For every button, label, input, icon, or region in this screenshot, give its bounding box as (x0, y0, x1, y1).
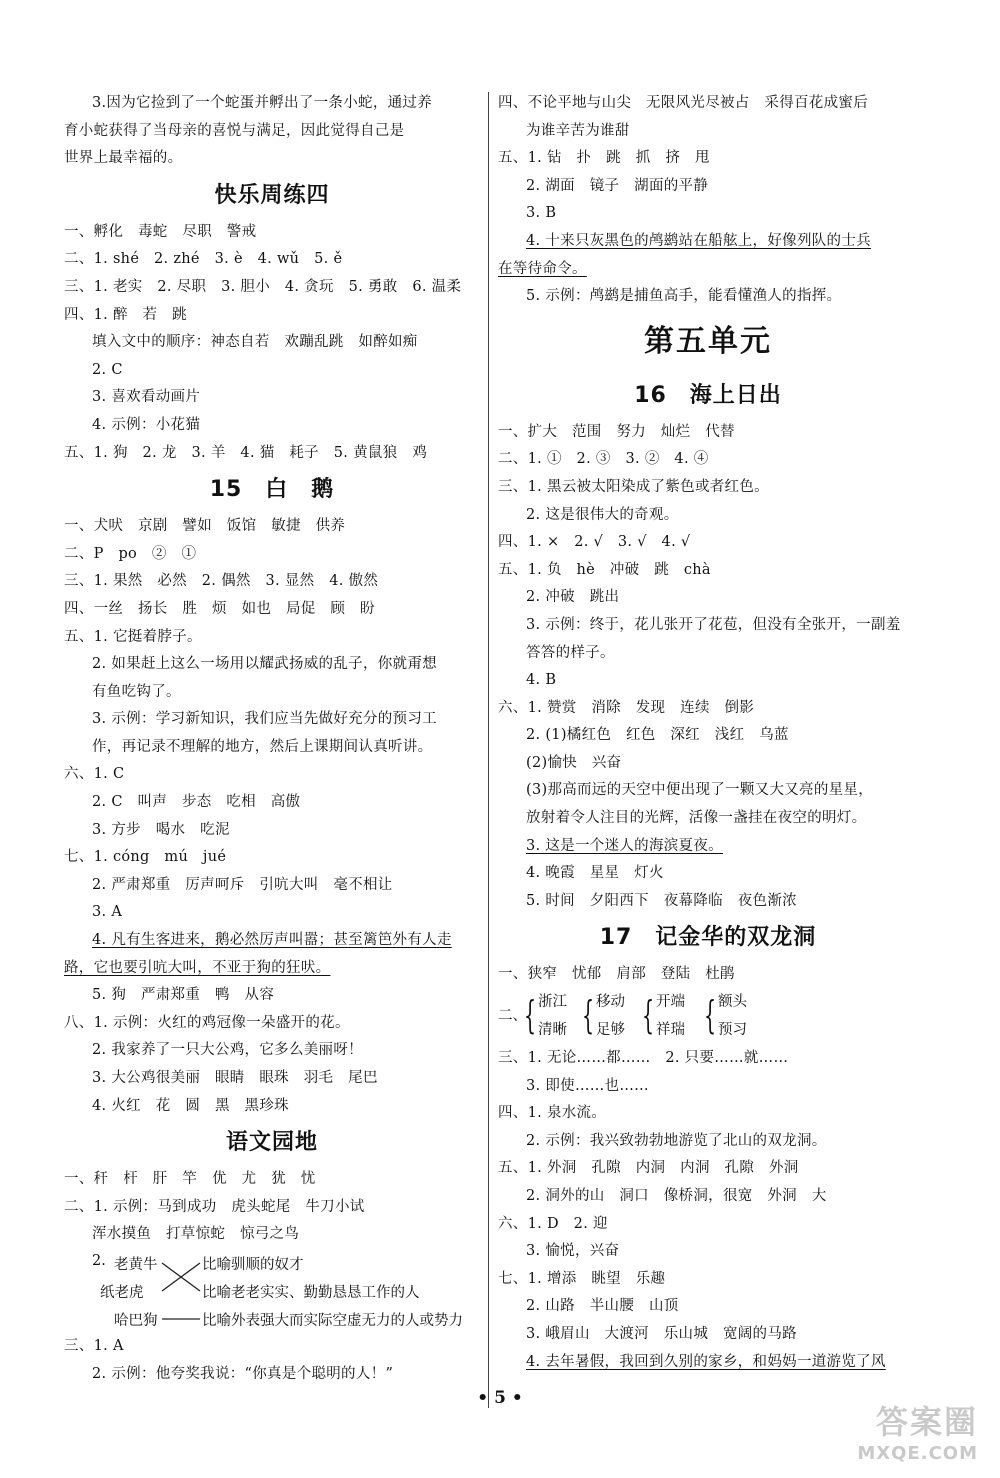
text-line: 作，再记录不理解的地方，然后上课期间认真听讲。 (92, 738, 433, 755)
text-line: 五、1. 负 hè 冲破 跳 chà (498, 561, 711, 578)
watermark-logo (857, 1397, 978, 1464)
bracket-word: 预习 (718, 1022, 747, 1039)
text-line: 2. 这是很伟大的奇观。 (526, 506, 679, 523)
section-title-weekly-practice: 快乐周练四 (214, 182, 330, 208)
text-line-underlined: 在等待命令。 (498, 260, 587, 277)
text-line: 一、狭窄 忧郁 肩部 登陆 杜鹃 (498, 966, 735, 983)
text-line: 2. 我家养了一只大公鸡，它多么美丽呀！ (92, 1042, 363, 1059)
watermark-text: 答案圈 (875, 1403, 978, 1441)
match-left-item: 纸老虎 (100, 1284, 144, 1301)
text-line: 三、1. A (64, 1337, 124, 1354)
bracket-word: 额头 (718, 994, 747, 1011)
text-line: 一、犬吠 京剧 譬如 饭馆 敏捷 供养 (64, 518, 346, 535)
right-column (498, 90, 918, 1376)
text-line: 5. 狗 严肃郑重 鸭 从容 (92, 987, 275, 1004)
bracket-word: 祥瑞 (656, 1022, 685, 1039)
text-line: 一、孵化 毒蛇 尽职 警戒 (64, 223, 257, 240)
section-title-lesson-17: 17 记金华的双龙洞 (599, 925, 817, 951)
match-left-item: 哈巴狗 (114, 1312, 158, 1329)
text-line: 六、1. D 2. 迎 (498, 1215, 608, 1232)
brace-icon: { (582, 993, 595, 1038)
text-line: 五、1. 外洞 孔隙 内洞 内洞 孔隙 外洞 (498, 1160, 799, 1177)
match-right-item: 比喻驯顺的奴才 (202, 1256, 304, 1273)
match-right-item: 比喻老老实实、勤勤恳恳工作的人 (202, 1284, 420, 1301)
text-line: 2. 示例：他夸奖我说：“你真是个聪明的人！” (92, 1365, 394, 1382)
lesson-15-answers (64, 513, 480, 1120)
text-line: 4. 火红 花 圆 黑 黑珍珠 (92, 1097, 289, 1114)
bracket-word: 足够 (596, 1022, 625, 1039)
text-line: 二、1. shé 2. zhé 3. è 4. wǔ 5. ě (64, 251, 343, 268)
text-line: 3. 峨眉山 大渡河 乐山城 宽阔的马路 (526, 1325, 797, 1342)
text-line: 二、1. ① 2. ③ 3. ② 4. ④ (498, 451, 709, 468)
text-line: 二、1. 示例：马到成功 虎头蛇尾 牛刀小试 (64, 1198, 365, 1215)
text-line: 为谁辛苦为谁甜 (526, 122, 630, 139)
text-line-underlined: 4. 十来只灰黑色的鸬鹚站在船舷上，好像列队的士兵 (526, 232, 871, 249)
text-line: 2. C (92, 361, 123, 378)
text-line: 4. 示例：小花猫 (92, 416, 201, 433)
text-line: 2. 示例：我兴致勃勃地游览了北山的双龙洞。 (526, 1132, 827, 1149)
matching-exercise (64, 1249, 480, 1333)
text-line-underlined: 4. 去年暑假，我回到久别的家乡，和妈妈一道游览了风 (526, 1353, 886, 1370)
text-line: 四、一丝 扬长 胜 烦 如也 局促 顾 盼 (64, 600, 375, 617)
text-line: 3.因为它捡到了一个蛇蛋并孵出了一条小蛇，通过养 (92, 95, 433, 111)
text-line-underlined: 3. 这是一个迷人的海滨夏夜。 (526, 837, 723, 854)
text-line: 2. 如果赶上这么一场用以耀武扬威的乱子，你就甭想 (92, 656, 437, 673)
intro-block (64, 90, 480, 173)
text-line: 二、P po ② ① (64, 545, 197, 562)
text-line: 四、1. × 2. √ 3. √ 4. √ (498, 534, 691, 551)
text-line: 5. 时间 夕阳西下 夜幕降临 夜色渐浓 (526, 892, 797, 909)
brace-icon: { (704, 993, 717, 1038)
text-line: 五、1. 它挺着脖子。 (64, 628, 202, 645)
text-line: 2. 湖面 镜子 湖面的平静 (526, 177, 709, 194)
text-line: 五、1. 狗 2. 龙 3. 羊 4. 猫 耗子 5. 黄鼠狼 鸡 (64, 444, 428, 461)
text-line: 3. 愉悦，兴奋 (526, 1243, 620, 1260)
column-divider (488, 92, 489, 1408)
bracket-exercise (498, 989, 918, 1045)
text-line: 四、不论平地与山尖 无限风光尽被占 采得百花成蜜后 (498, 95, 868, 111)
bracket-label: 二、 (498, 1008, 527, 1025)
text-line: (3)那高而远的天空中便出现了一颗又大又亮的星星， (526, 782, 874, 799)
text-line: 有鱼吃钩了。 (92, 683, 181, 700)
text-line-underlined: 路，它也要引吭大叫，不亚于狗的狂吠。 (64, 959, 331, 976)
text-line: 世界上最幸福的。 (64, 150, 183, 167)
text-line: 七、1. 增添 眺望 乐趣 (498, 1270, 666, 1287)
text-line: 3. 即使……也…… (526, 1077, 649, 1094)
match-left-item: 老黄牛 (114, 1256, 158, 1273)
text-line: 一、扩大 范围 努力 灿烂 代替 (498, 423, 735, 440)
text-line: 3. 示例：终于，花儿张开了花苞，但没有全张开，一副羞 (526, 616, 901, 633)
text-line: 放射着令人注目的光辉，活像一盏挂在夜空的明灯。 (526, 810, 867, 827)
text-line: 四、1. 醉 若 跳 (64, 306, 187, 323)
text-line: 填入文中的顺序：神态自若 欢蹦乱跳 如醉如痴 (92, 334, 418, 351)
match-question-number: 2. (92, 1252, 106, 1269)
chinese-garden-answers (64, 1166, 480, 1388)
text-line: 四、1. 泉水流。 (498, 1105, 607, 1122)
section-title-lesson-15: 15 白 鹅 (209, 477, 335, 503)
bracket-word: 开端 (656, 994, 685, 1011)
bracket-word: 浙江 (538, 994, 567, 1011)
text-line: 3. 喜欢看动画片 (92, 389, 201, 406)
text-line: 答答的样子。 (526, 644, 615, 661)
text-line: 三、1. 果然 必然 2. 偶然 3. 显然 4. 傲然 (64, 573, 379, 590)
lesson-17-answers (498, 961, 918, 1376)
text-line: 2. 严肃郑重 厉声呵斥 引吭大叫 毫不相让 (92, 876, 393, 893)
match-right-item: 比喻外表强大而实际空虚无力的人或势力 (202, 1312, 463, 1329)
text-line: 六、1. C (64, 766, 125, 783)
text-line: 育小蛇获得了当母亲的喜悦与满足，因此觉得自己是 (64, 122, 405, 139)
text-line: 2. 洞外的山 洞口 像桥洞，很宽 外洞 大 (526, 1188, 827, 1204)
text-line: 3. 大公鸡很美丽 眼睛 眼珠 羽毛 尾巴 (92, 1070, 378, 1086)
text-line: 5. 示例：鸬鹚是捕鱼高手，能看懂渔人的指挥。 (526, 288, 842, 305)
text-line: 浑水摸鱼 打草惊蛇 惊弓之鸟 (92, 1226, 300, 1243)
text-line: 2. C 叫声 步态 吃相 高傲 (92, 794, 301, 811)
text-line: 2. 冲破 跳出 (526, 589, 620, 606)
right-intro-block (498, 90, 918, 311)
text-line: 三、1. 无论……都…… 2. 只要……就…… (498, 1050, 789, 1067)
text-line: 六、1. 赞赏 消除 发现 连续 倒影 (498, 699, 755, 716)
text-line: 三、1. 老实 2. 尽职 3. 胆小 4. 贪玩 5. 勇敢 6. 温柔 (64, 278, 462, 295)
left-column (64, 90, 480, 1388)
bracket-word: 移动 (596, 994, 625, 1011)
text-line: 五、1. 钻 扑 跳 抓 挤 甩 (498, 150, 710, 167)
unit-title: 第五单元 (644, 323, 772, 359)
text-line: (2)愉快 兴奋 (526, 754, 622, 771)
text-line-underlined: 4. 凡有生客进来，鹅必然厉声叫嚣；甚至篱笆外有人走 (92, 932, 452, 949)
text-line: 2. (1)橘红色 红色 深红 浅红 乌蓝 (526, 727, 789, 744)
watermark-url: MXQE.COM (857, 1443, 978, 1464)
text-line: 七、1. cóng mú jué (64, 849, 227, 866)
page-number: • 5 • (477, 1388, 523, 1408)
text-line: 3. B (526, 205, 557, 222)
bracket-word: 清晰 (538, 1022, 567, 1039)
text-line: 4. 晚霞 星星 灯火 (526, 865, 664, 882)
text-line: 2. 山路 半山腰 山顶 (526, 1298, 679, 1315)
section-title-lesson-16: 16 海上日出 (634, 382, 782, 408)
text-line: 3. A (92, 904, 123, 921)
text-line: 八、1. 示例：火红的鸡冠像一朵盛开的花。 (64, 1014, 350, 1031)
text-line: 三、1. 黑云被太阳染成了紫色或者红色。 (498, 478, 769, 495)
brace-icon: { (524, 993, 537, 1038)
text-line: 一、秆 杆 肝 竿 优 尤 犹 忧 (64, 1171, 316, 1188)
text-line: 4. B (526, 672, 557, 689)
section-title-chinese-garden: 语文园地 (225, 1130, 318, 1156)
brace-icon: { (642, 993, 655, 1038)
text-line: 3. 示例：学习新知识，我们应当先做好充分的预习工 (92, 711, 437, 728)
weekly-practice-answers (64, 219, 480, 467)
lesson-16-answers (498, 419, 918, 916)
text-line: 3. 方步 喝水 吃泥 (92, 821, 230, 838)
